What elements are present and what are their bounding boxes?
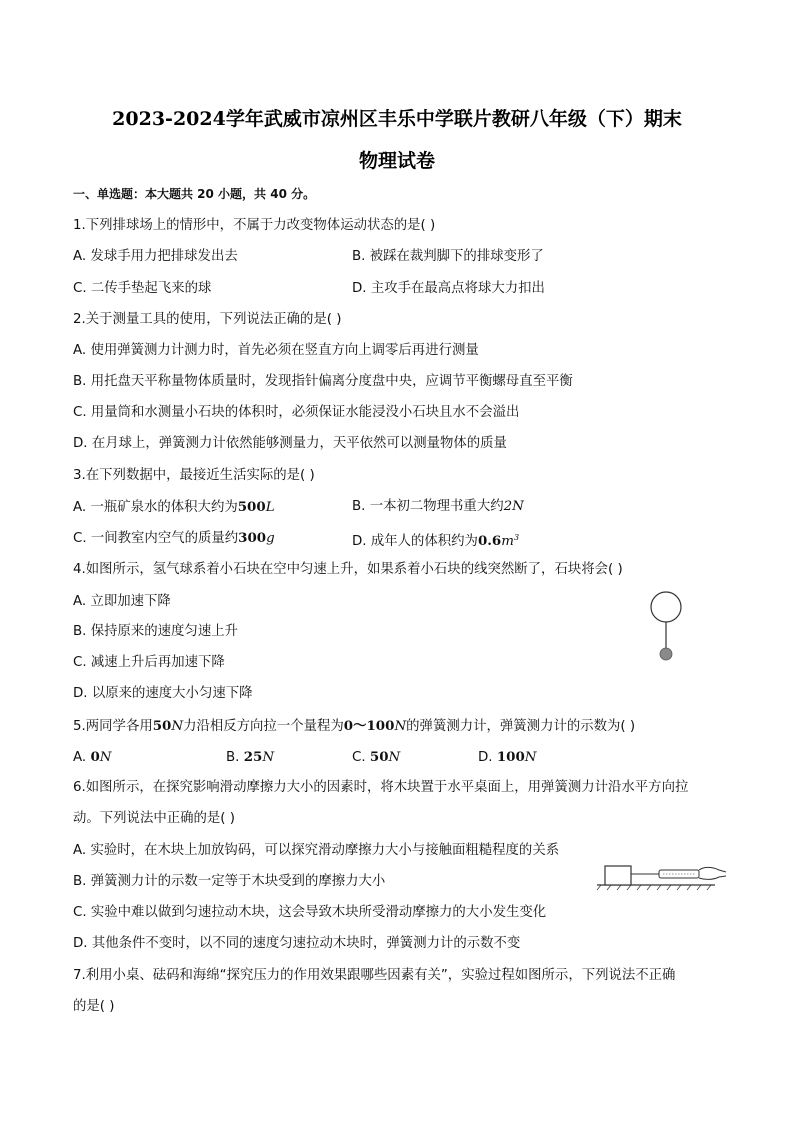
stone-icon: [660, 648, 672, 660]
question-6-option-a: A. 实验时，在木块上加放钩码，可以探究滑动摩擦力大小与接触面粗糙程度的关系: [73, 843, 560, 858]
question-6-option-d: D. 其他条件不变时，以不同的速度匀速拉动木块时，弹簧测力计的示数不变: [73, 936, 521, 951]
question-5-option-d: D. 100N: [478, 749, 537, 765]
question-2-option-b: B. 用托盘天平称量物体质量时，发现指针偏离分度盘中央，应调节平衡螺母直至平衡: [73, 374, 573, 389]
question-3-option-d: D. 成年人的体积约为$0.6m^3$: [352, 533, 520, 549]
exam-title-line2: 物理试卷: [358, 150, 435, 172]
question-6-stem-line2: 动。下列说法中正确的是( ): [73, 811, 236, 826]
question-1-option-c: C. 二传手垫起飞来的球: [73, 281, 212, 296]
question-3-stem: 3.在下列数据中，最接近生活实际的是( ): [73, 468, 315, 483]
question-5-option-b: B. 25N: [226, 749, 275, 765]
section-heading: 一、单选题：本大题共 20 小题，共 40 分。: [73, 187, 316, 201]
friction-experiment-figure: [595, 858, 730, 892]
question-7-stem-line2: 的是( ): [73, 999, 115, 1014]
question-2-option-d: D. 在月球上，弹簧测力计依然能够测量力，天平依然可以测量物体的质量: [73, 436, 507, 451]
question-2-stem: 2.关于测量工具的使用，下列说法正确的是( ): [73, 312, 342, 327]
question-1-option-d: D. 主攻手在最高点将球大力扣出: [352, 281, 545, 296]
question-1-option-a: A. 发球手用力把排球发出去: [73, 249, 238, 264]
question-4-stem: 4.如图所示，氢气球系着小石块在空中匀速上升，如果系着小石块的线突然断了，石块将会( ): [73, 562, 623, 577]
question-4-option-b: B. 保持原来的速度匀速上升: [73, 624, 238, 639]
hand-icon: [699, 867, 726, 879]
question-3-option-c: C. 一间教室内空气的质量约300g: [73, 530, 275, 546]
question-6-option-b: B. 弹簧测力计的示数一定等于木块受到的摩擦力大小: [73, 874, 386, 889]
exam-title-line1: 2023-2024学年武威市凉州区丰乐中学联片教研八年级（下）期末: [112, 108, 682, 130]
question-7-stem-line1: 7.利用小桌、砝码和海绵“探究压力的作用效果跟哪些因素有关”，实验过程如图所示，下列说法不正确: [73, 968, 676, 983]
question-4-option-d: D. 以原来的速度大小匀速下降: [73, 686, 253, 701]
balloon-figure: [645, 590, 687, 668]
question-3-option-b: B. 一本初二物理书重大约2N: [352, 499, 524, 514]
wood-block: [605, 866, 631, 885]
question-6-option-c: C. 实验中难以做到匀速拉动木块，这会导致木块所受滑动摩擦力的大小发生变化: [73, 905, 547, 920]
table-hatching: [597, 885, 711, 890]
question-1-stem: 1.下列排球场上的情形中，不属于力改变物体运动状态的是( ): [73, 218, 436, 233]
question-2-option-a: A. 使用弹簧测力计测力时，首先必须在竖直方向上调零后再进行测量: [73, 343, 479, 358]
question-1-option-b: B. 被踩在裁判脚下的排球变形了: [352, 249, 544, 264]
question-6-stem-line1: 6.如图所示，在探究影响滑动摩擦力大小的因素时，将木块置于水平桌面上，用弹簧测力计沿水平方向拉: [73, 780, 689, 795]
question-5-stem: 5.两同学各用50N力沿相反方向拉一个量程为0～100N的弹簧测力计，弹簧测力计的示数为( ): [73, 718, 636, 734]
question-4-option-a: A. 立即加速下降: [73, 594, 171, 609]
question-2-option-c: C. 用量筒和水测量小石块的体积时，必须保证水能浸没小石块且水不会溢出: [73, 405, 520, 420]
question-4-option-c: C. 减速上升后再加速下降: [73, 655, 225, 670]
balloon-icon: [651, 592, 681, 622]
question-5-option-c: C. 50N: [352, 749, 401, 765]
question-5-option-a: A. 0N: [73, 749, 112, 765]
question-3-option-a: A. 一瓶矿泉水的体积大约为500L: [73, 499, 275, 515]
